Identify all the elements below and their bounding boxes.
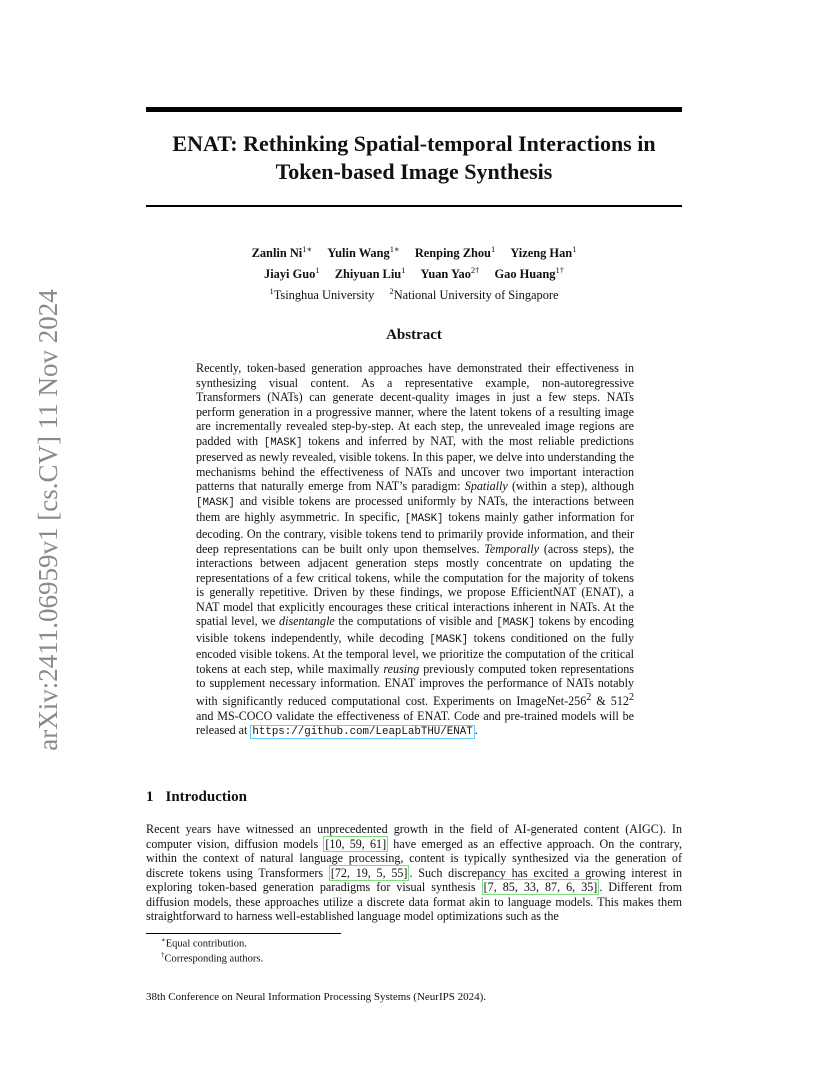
paper-title bbox=[146, 130, 682, 186]
author: Yulin Wang$^{1∗}$ bbox=[327, 244, 400, 261]
author: Renping Zhou$^1$ bbox=[414, 244, 496, 261]
mask-token: [MASK] bbox=[404, 513, 444, 526]
title-line-1: ENAT: Rethinking Spatial-temporal Interactions in bbox=[172, 131, 656, 156]
affiliation: $^1$Tsinghua University bbox=[269, 286, 375, 303]
author: Gao Huang$^{1\dagger}$ bbox=[494, 265, 564, 282]
author-row-1 bbox=[146, 241, 682, 262]
affiliations bbox=[146, 283, 682, 304]
footnote-rule bbox=[146, 933, 341, 934]
citation-link[interactable]: [10, 59, 61] bbox=[325, 836, 387, 851]
mask-token: [MASK] bbox=[263, 436, 303, 449]
citation-link[interactable]: [72, 19, 5, 55] bbox=[330, 865, 408, 880]
affiliation: $^2$National University of Singapore bbox=[389, 286, 559, 303]
title-line-2: Token-based Image Synthesis bbox=[275, 159, 553, 184]
footnote-corresponding: †Corresponding authors. bbox=[161, 951, 264, 965]
title-bottom-rule bbox=[146, 205, 682, 207]
section-heading-introduction: 1 Introduction bbox=[146, 789, 247, 805]
author: Yizeng Han$^1$ bbox=[510, 244, 577, 261]
abstract-body: Recently, token-based generation approaches have demonstrated their effectiveness in synthesizing visual content. As a representative example, non-autoregressive Transformers (NATs) can generate decent-quality images in just a few steps. NATs perform generation in a progressive manner, where the latent tokens of a resulting image are incrementally revealed step-by-step. At each step, the unrevealed image regions are padded with [MASK] tokens and inferred by NAT, with the most reliable predictions preserved as newly revealed, visible tokens. In this paper, we delve into understanding the mechanisms behind the effectiveness of NATs and uncover two important interaction patterns that naturally emerge from NAT’s paradigm: Spatially (within a step), although [MASK] and visible tokens are processed uniformly by NATs, the interactions between them are highly asymmetric. In specific, [MASK] tokens mainly gather information for decoding. On the contrary, visible tokens tend to primarily provide information, and their deep representations can be built only upon themselves. Temporally (across steps), the interactions between adjacent generation steps mostly concentrate on updating the representations of a few critical tokens, while the computation for the majority of tokens is generally repetitive. Driven by these findings, we propose EfficientNAT (ENAT), a NAT model that explicitly encourages these critical interactions inherent in NATs. At the spatial level, we disentangle the computations of visible and [MASK] tokens by encoding visible tokens independently, while decoding [MASK] tokens conditioned on the fully encoded visible tokens. At the temporal level, we prioritize the computation of the critical tokens at each step, while maximally reusing previously computed token representations to supplement necessary information. ENAT improves the performance of NATs notably with significantly reduced computational cost. Experiments on ImageNet-$256^2$ & $512^2$ and MS-COCO validate the effectiveness of ENAT. Code and pre-trained models will be released at https://github.com/LeapLabTHU/ENAT . bbox=[196, 361, 634, 739]
introduction-paragraph: Recent years have witnessed an unprecedented growth in the field of AI-generated content (AIGC). In computer vision, diffusion models [10, 59, 61] have emerged as an effective approach. On the contrary, within the context of natural language processing, content is typically synthesized via the generation of discrete tokens using Transformers [72, 19, 5, 55] . Such discrepancy has excited a growing interest in exploring token-based generation paradigms for visual synthesis [7, 85, 33, 87, 6, 35] . Different from diffusion models, these approaches utilize a discrete data format akin to language models. This makes them straightforward to harness well-established language model optimizations such as the bbox=[146, 822, 682, 924]
citation-link[interactable]: [7, 85, 33, 87, 6, 35] bbox=[483, 880, 598, 895]
arxiv-watermark: arXiv:2411.06959v1 [cs.CV] 11 Nov 2024 bbox=[33, 289, 63, 751]
author: Jiayi Guo$^1$ bbox=[264, 265, 320, 282]
footnote-equal-contribution: ∗Equal contribution. bbox=[161, 936, 247, 950]
title-top-rule bbox=[146, 107, 682, 112]
mask-token: [MASK] bbox=[429, 633, 469, 646]
author: Zanlin $Ni^{1∗}$ bbox=[251, 244, 313, 261]
mask-token: [MASK] bbox=[196, 496, 235, 509]
author-row-2 bbox=[146, 262, 682, 283]
mask-token: [MASK] bbox=[496, 617, 536, 630]
author: Zhiyuan Liu$^1$ bbox=[334, 265, 406, 282]
abstract-heading: Abstract bbox=[386, 327, 442, 343]
author: Yuan Yao$^{2\dagger}$ bbox=[420, 265, 480, 282]
code-repo-link[interactable]: https://github.com/LeapLabTHU/ENAT bbox=[252, 726, 473, 739]
venue-footer: 38th Conference on Neural Information Processing Systems (NeurIPS 2024). bbox=[146, 991, 487, 1003]
author-block bbox=[146, 241, 682, 304]
